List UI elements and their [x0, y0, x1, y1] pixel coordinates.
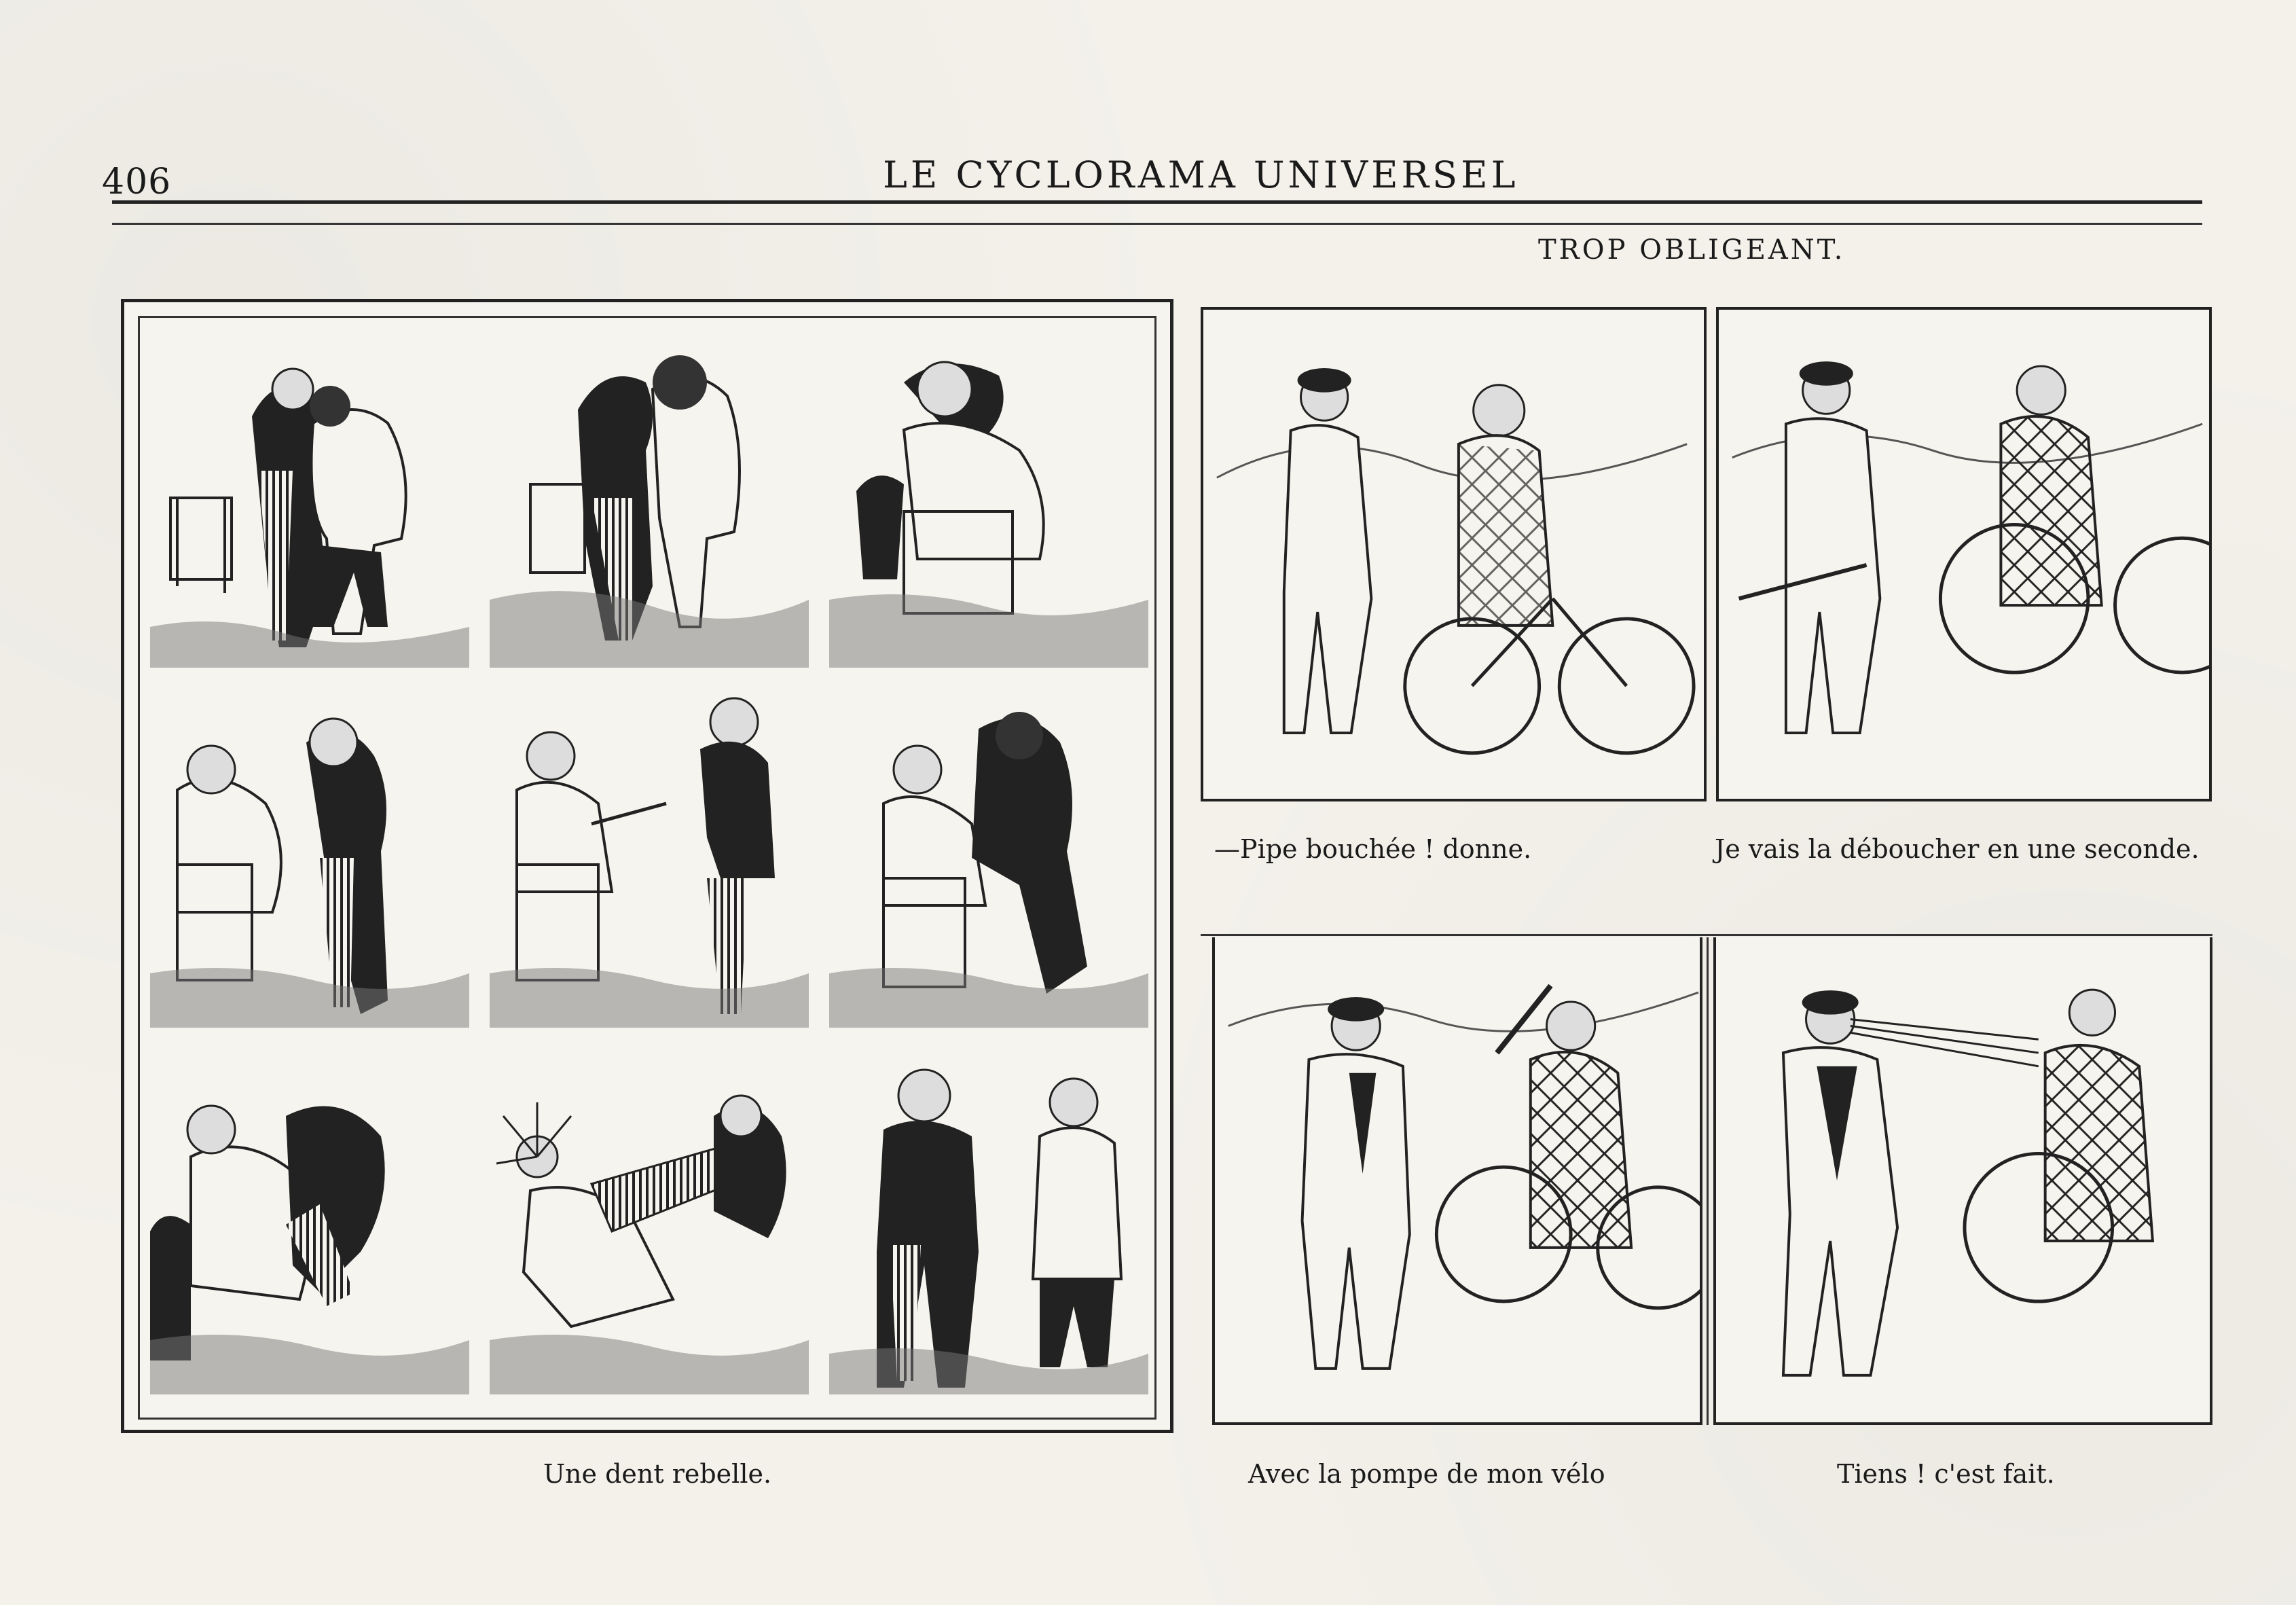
right-panel-4-caption: Tiens ! c'est fait. [1837, 1459, 2055, 1489]
right-comic-vertical-divider [1707, 937, 1709, 1425]
illustration-dentist-pulling-tooth [829, 688, 1148, 1028]
right-comic-divider [1201, 934, 2212, 936]
illustration-cyclist-grabbing-pump [1215, 937, 1700, 1422]
comic-cell-3 [829, 328, 1148, 668]
comic-cell-5 [490, 688, 809, 1028]
right-panel-3-caption: Avec la pompe de mon vélo [1248, 1459, 1605, 1489]
left-comic-frame [121, 299, 1173, 1433]
right-panel-2-caption: Je vais la déboucher en une seconde. [1715, 834, 2200, 864]
comic-cell-8 [490, 1055, 809, 1394]
header-rule-thick [112, 200, 2202, 204]
illustration-handshake-after [829, 1055, 1148, 1394]
illustration-two-men-embracing [150, 328, 469, 668]
illustration-tooth-pulled-fall [490, 1055, 809, 1394]
comic-cell-7 [150, 1055, 469, 1394]
right-panel-2 [1716, 307, 2212, 801]
journal-title: LE CYCLORAMA UNIVERSEL [883, 154, 1519, 196]
illustration-dentist-grabbing-patient [490, 328, 809, 668]
left-comic-inner-border [138, 316, 1156, 1420]
illustration-patient-seated-chair [829, 328, 1148, 668]
right-panel-1-caption: —Pipe bouchée ! donne. [1214, 834, 1532, 864]
page-number: 406 [102, 162, 172, 202]
illustration-dentist-reaching-instrument [490, 688, 809, 1028]
right-comic-title: TROP OBLIGEANT. [1538, 234, 1846, 266]
comic-cell-2 [490, 328, 809, 668]
right-panel-4 [1713, 937, 2212, 1425]
comic-cell-4 [150, 688, 469, 1028]
illustration-pump-blast-face [1716, 937, 2210, 1422]
header-rule-thin [112, 223, 2202, 225]
comic-cell-6 [829, 688, 1148, 1028]
illustration-struggle-on-ground [150, 1055, 469, 1394]
right-panel-3 [1212, 937, 1702, 1425]
illustration-man-with-pipe-cyclist [1203, 310, 1704, 799]
left-comic-caption: Une dent rebelle. [543, 1459, 772, 1489]
right-panel-1 [1201, 307, 1707, 801]
comic-cell-9 [829, 1055, 1148, 1394]
illustration-cyclist-offering-help [1719, 310, 2209, 799]
illustration-dentist-examining-mouth [150, 688, 469, 1028]
comic-cell-1 [150, 328, 469, 668]
